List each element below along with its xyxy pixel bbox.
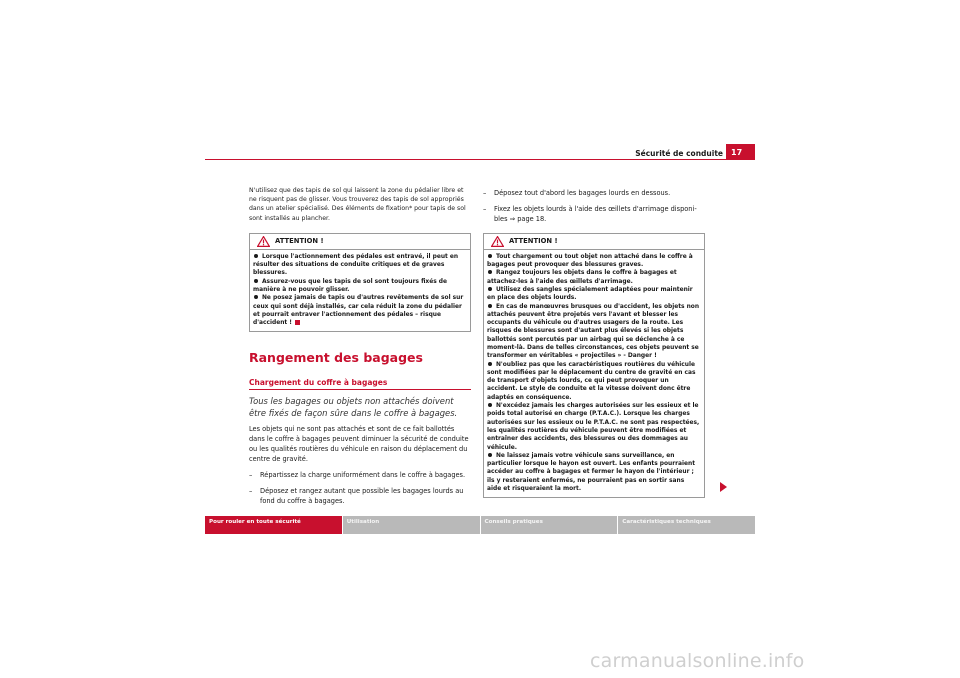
footer-nav <box>205 516 755 534</box>
bullet-icon <box>254 295 258 299</box>
bullet-icon <box>488 304 492 308</box>
chapter-title: Sécurité de conduite <box>635 149 723 158</box>
warning-body <box>250 250 470 332</box>
warning-item: N'oubliez pas que les caractéristiques routières du véhicule sont modifiées par le déplacement du centre de gravité en cas de transport d'objets lourds, ce qui peut provoquer un accident. Le style de conduite et la vitesse doivent donc être adaptés en conséquence. <box>487 361 696 401</box>
tab-pour-rouler-en-toute-securite[interactable]: Pour rouler en toute sécurité <box>205 516 342 534</box>
warning-body <box>484 250 704 498</box>
lead-paragraph: Tous les bagages ou objets non attachés doivent être fixés de façon sûre dans le coffre à bagages. <box>249 396 458 418</box>
header-rule <box>205 159 755 160</box>
warning-box-floor-mats <box>249 233 471 333</box>
step-item: – Déposez tout d'abord les bagages lourds en dessous. <box>483 189 671 197</box>
warning-item: Rangez toujours les objets dans le coffre à bagages et attachez-les à l'aide des œillets d'arrimage. <box>487 270 677 285</box>
warning-item: N'excédez jamais les charges autorisées sur les essieux et le poids total autorisé en charge (P.T.A.C.). Lorsque les charges autorisées sur les essieux ou le P.T.A.C. ne sont pas respectées, les qualités routières du véhicule peuvent être modifiées et entraîner des accidents, des blessures ou des dommages au véhicule. <box>487 403 700 451</box>
dash-marker: – <box>483 189 487 197</box>
tab-conseils-pratiques[interactable]: Conseils pratiques <box>481 516 618 534</box>
dash-marker: – <box>483 204 487 213</box>
warning-header <box>484 234 704 250</box>
step-item: – Répartissez la charge uniformément dans le coffre à bagages. <box>249 471 466 480</box>
bullet-icon <box>488 362 492 366</box>
right-column <box>483 189 705 498</box>
warning-item: Tout chargement ou tout objet non attaché dans le coffre à bagages peut provoquer des blessures graves. <box>487 253 693 269</box>
watermark: carmanualsonline.info <box>590 650 805 672</box>
section-title: Rangement des bagages <box>249 350 423 366</box>
warning-box-luggage <box>483 233 705 499</box>
warning-triangle-icon <box>491 236 504 247</box>
step-item: – Fixez les objets lourds à l'aide des œillets d'arrimage disponibles ⇒ page 18. <box>483 204 697 223</box>
page-number: 17 <box>726 144 755 160</box>
warning-title: ATTENTION ! <box>275 237 324 246</box>
step-item: – Déposez et rangez autant que possible les bagages lourds au fond du coffre à bagages. <box>249 487 464 505</box>
left-column <box>249 186 471 507</box>
tab-utilisation[interactable]: Utilisation <box>343 516 480 534</box>
bullet-icon <box>488 254 492 258</box>
continue-arrow-icon <box>720 482 727 492</box>
bullet-icon <box>488 270 492 274</box>
warning-title: ATTENTION ! <box>509 237 558 246</box>
dash-marker: – <box>249 487 253 496</box>
warning-header <box>250 234 470 250</box>
warning-item: Utilisez des sangles spécialement adaptées pour maintenir en place des objets lourds. <box>487 286 693 302</box>
bullet-icon <box>254 254 258 258</box>
warning-item: En cas de manœuvres brusques ou d'accident, les objets non attachés peuvent être projetés vers l'avant et blesser les occupants du véhicule ou d'autres usagers de la route. Les risques de blessures sont d'autant plus élevés si les objets ballottés sont percutés par un airbag qui se déclenche à ce moment-là. Dans de telles circonstances, ces objets peuvent se transformer en véritables « projectiles » - Danger ! <box>487 303 700 360</box>
body-paragraph: Les objets qui ne sont pas attachés et sont de ce fait ballottés dans le coffre à bagages peuvent diminuer la sécurité de conduite ou les qualités routières du véhicule en raison du déplacement du centre de gravité. <box>249 425 469 464</box>
subsection-title: Chargement du coffre à bagages <box>249 378 471 390</box>
warning-item: Lorsque l'actionnement des pédales est entravé, il peut en résulter des situations de conduite critiques et de graves blessures. <box>253 253 459 277</box>
warning-item: Ne laissez jamais votre véhicule sans surveillance, en particulier lorsque le hayon est ouvert. Les enfants pourraient accéder au coffre à bagages et fermer le hayon de l'intérieur ; ils y resteraient enfermés, ne pourraient pas en sortir sans aide et risqueraient la mort. <box>487 452 696 493</box>
warning-item: Assurez-vous que les tapis de sol sont toujours fixés de manière à ne pouvoir glisser. <box>253 278 447 293</box>
intro-paragraph: N'utilisez que des tapis de sol qui laissent la zone du pédalier libre et ne risquent pas de glisser. Vous trouverez des tapis de sol appropriés dans un atelier spécialisé. Des éléments de fixation* pour tapis de sol sont installés au plancher. <box>249 187 466 222</box>
tab-caracteristiques-techniques[interactable]: Caractéristiques techniques <box>618 516 755 534</box>
end-of-section-icon <box>295 320 300 325</box>
bullet-icon <box>254 279 258 283</box>
bullet-icon <box>488 453 492 457</box>
warning-item: Ne posez jamais de tapis ou d'autres revêtements de sol sur ceux qui sont déjà installés, car cela réduit la zone du pédalier et pourrait entraver l'actionnement des pédales – risque d'accident ! <box>253 295 464 327</box>
bullet-icon <box>488 403 492 407</box>
bullet-icon <box>488 287 492 291</box>
dash-marker: – <box>249 471 253 480</box>
warning-triangle-icon <box>257 236 270 247</box>
